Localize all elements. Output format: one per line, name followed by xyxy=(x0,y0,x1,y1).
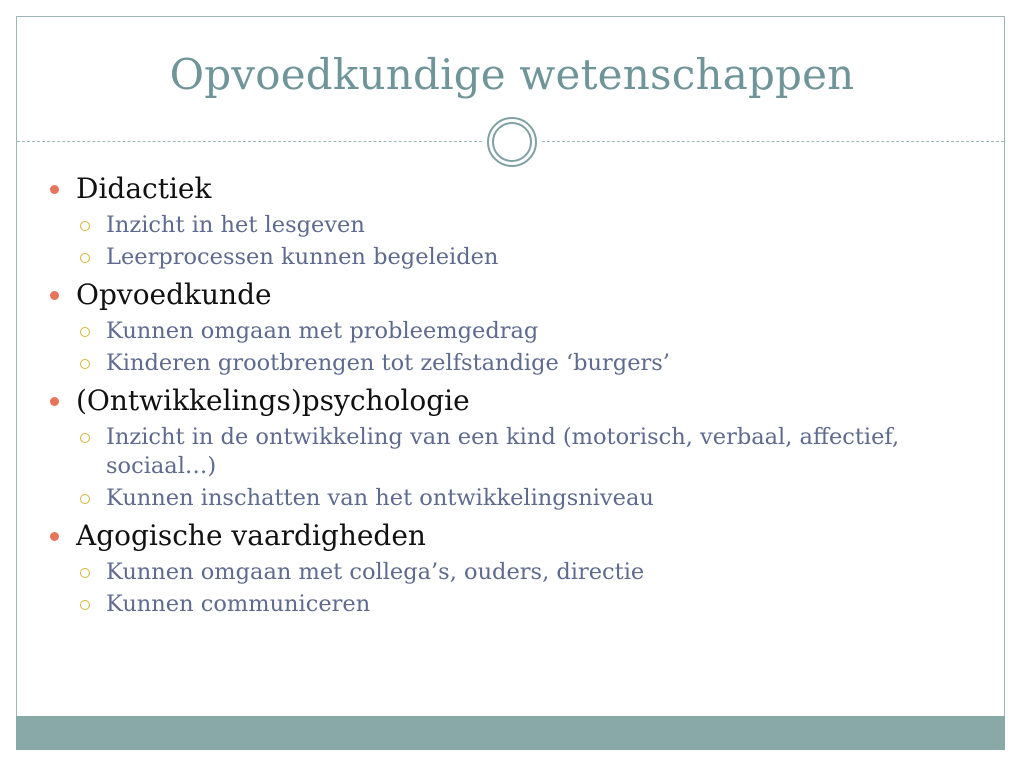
slide-title: Opvoedkundige wetenschappen xyxy=(169,50,855,99)
sub-list-item-label: Kinderen grootbrengen tot zelfstandige ‘burgers’ xyxy=(106,350,670,376)
hollow-circle-bullet-icon xyxy=(80,433,90,443)
sub-list-item xyxy=(44,243,994,272)
title-divider-left xyxy=(17,141,482,142)
bullet-list xyxy=(44,170,994,619)
sub-list-item-label: Kunnen omgaan met probleemgedrag xyxy=(106,318,539,344)
list-item xyxy=(44,382,994,420)
hollow-circle-bullet-icon xyxy=(80,327,90,337)
sub-list-item-label: Inzicht in het lesgeven xyxy=(106,212,365,238)
sub-list-item xyxy=(44,349,994,378)
sub-list-item-label: Kunnen inschatten van het ontwikkelingsniveau xyxy=(106,485,654,511)
list-item xyxy=(44,517,994,555)
double-circle-icon xyxy=(486,116,538,168)
sub-list-item xyxy=(44,590,994,619)
hollow-circle-bullet-icon xyxy=(80,600,90,610)
sub-list-item-label: Kunnen communiceren xyxy=(106,591,371,617)
list-item-label: Didactiek xyxy=(76,172,212,205)
list-item-label: Agogische vaardigheden xyxy=(76,519,426,552)
list-item xyxy=(44,276,994,314)
list-item xyxy=(44,170,994,208)
hollow-circle-bullet-icon xyxy=(80,253,90,263)
hollow-circle-bullet-icon xyxy=(80,221,90,231)
sub-list-item-label: Leerprocessen kunnen begeleiden xyxy=(106,244,499,270)
sub-list-item xyxy=(44,423,994,481)
filled-circle-bullet-icon xyxy=(50,532,59,541)
sub-list-item xyxy=(44,558,994,587)
sub-list-item-label: Kunnen omgaan met collega’s, ouders, directie xyxy=(106,559,645,585)
filled-circle-bullet-icon xyxy=(50,291,59,300)
hollow-circle-bullet-icon xyxy=(80,494,90,504)
sub-list-item xyxy=(44,317,994,346)
sub-list-item-label: Inzicht in de ontwikkeling van een kind (motorisch, verbaal, affectief, sociaal…) xyxy=(106,424,900,479)
sub-list-item xyxy=(44,211,994,240)
sub-list-item xyxy=(44,484,994,513)
footer-bar xyxy=(16,716,1005,750)
title-divider-right xyxy=(542,141,1004,142)
filled-circle-bullet-icon xyxy=(50,397,59,406)
hollow-circle-bullet-icon xyxy=(80,359,90,369)
list-item-label: Opvoedkunde xyxy=(76,278,272,311)
hollow-circle-bullet-icon xyxy=(80,568,90,578)
list-item-label: (Ontwikkelings)psychologie xyxy=(76,384,470,417)
filled-circle-bullet-icon xyxy=(50,185,59,194)
